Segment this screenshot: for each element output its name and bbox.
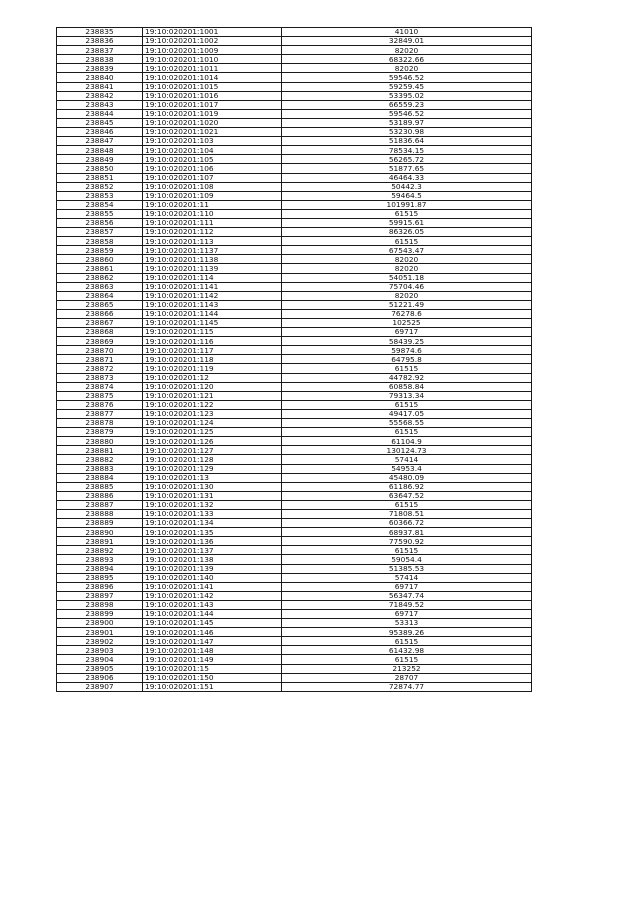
- cadastral-number-cell: 19:10:020201:106: [143, 164, 282, 173]
- amount-cell: 77590.92: [282, 537, 532, 546]
- amount-cell: 61515: [282, 400, 532, 409]
- amount-cell: 60366.72: [282, 519, 532, 528]
- row-number-cell: 238897: [57, 591, 143, 600]
- row-number-cell: 238872: [57, 364, 143, 373]
- table-row: [57, 419, 532, 428]
- row-number-cell: 238845: [57, 118, 143, 127]
- row-number-cell: 238870: [57, 346, 143, 355]
- amount-cell: 49417.05: [282, 409, 532, 418]
- row-number-cell: 238900: [57, 619, 143, 628]
- table-row: [57, 64, 532, 73]
- table-row: [57, 537, 532, 546]
- table-row: [57, 255, 532, 264]
- amount-cell: 130124.73: [282, 446, 532, 455]
- amount-cell: 57414: [282, 573, 532, 582]
- amount-cell: 61515: [282, 209, 532, 218]
- amount-cell: 68937.81: [282, 528, 532, 537]
- amount-cell: 51385.53: [282, 564, 532, 573]
- amount-cell: 59874.6: [282, 346, 532, 355]
- amount-cell: 51877.65: [282, 164, 532, 173]
- cadastral-number-cell: 19:10:020201:1015: [143, 82, 282, 91]
- amount-cell: 53313: [282, 619, 532, 628]
- cadastral-number-cell: 19:10:020201:1142: [143, 291, 282, 300]
- cadastral-number-cell: 19:10:020201:130: [143, 482, 282, 491]
- amount-cell: 53230.98: [282, 128, 532, 137]
- amount-cell: 102525: [282, 319, 532, 328]
- cadastral-number-cell: 19:10:020201:104: [143, 146, 282, 155]
- row-number-cell: 238847: [57, 137, 143, 146]
- cadastral-number-cell: 19:10:020201:108: [143, 182, 282, 191]
- cadastral-number-cell: 19:10:020201:15: [143, 664, 282, 673]
- cadastral-number-cell: 19:10:020201:142: [143, 591, 282, 600]
- amount-cell: 61515: [282, 637, 532, 646]
- table-row: [57, 328, 532, 337]
- amount-cell: 60858.84: [282, 382, 532, 391]
- amount-cell: 28707: [282, 673, 532, 682]
- cadastral-number-cell: 19:10:020201:112: [143, 228, 282, 237]
- cadastral-number-cell: 19:10:020201:115: [143, 328, 282, 337]
- table-row: [57, 246, 532, 255]
- amount-cell: 54953.4: [282, 464, 532, 473]
- amount-cell: 55568.55: [282, 419, 532, 428]
- cadastral-number-cell: 19:10:020201:140: [143, 573, 282, 582]
- table-row: [57, 546, 532, 555]
- amount-cell: 56347.74: [282, 591, 532, 600]
- amount-cell: 61515: [282, 428, 532, 437]
- row-number-cell: 238876: [57, 400, 143, 409]
- row-number-cell: 238907: [57, 682, 143, 691]
- amount-cell: 64795.8: [282, 355, 532, 364]
- table-row: [57, 273, 532, 282]
- row-number-cell: 238906: [57, 673, 143, 682]
- row-number-cell: 238862: [57, 273, 143, 282]
- row-number-cell: 238895: [57, 573, 143, 582]
- cadastral-number-cell: 19:10:020201:1021: [143, 128, 282, 137]
- row-number-cell: 238863: [57, 282, 143, 291]
- amount-cell: 79313.34: [282, 391, 532, 400]
- cadastral-number-cell: 19:10:020201:111: [143, 218, 282, 227]
- amount-cell: 76278.6: [282, 309, 532, 318]
- row-number-cell: 238904: [57, 655, 143, 664]
- amount-cell: 78534.15: [282, 146, 532, 155]
- cadastral-number-cell: 19:10:020201:12: [143, 373, 282, 382]
- row-number-cell: 238888: [57, 509, 143, 518]
- row-number-cell: 238903: [57, 646, 143, 655]
- cadastral-number-cell: 19:10:020201:146: [143, 628, 282, 637]
- table-row: [57, 437, 532, 446]
- amount-cell: 86326.05: [282, 228, 532, 237]
- row-number-cell: 238892: [57, 546, 143, 555]
- table-row: [57, 146, 532, 155]
- table-row: [57, 82, 532, 91]
- row-number-cell: 238869: [57, 337, 143, 346]
- table-row: [57, 237, 532, 246]
- table-row: [57, 473, 532, 482]
- cadastral-number-cell: 19:10:020201:131: [143, 491, 282, 500]
- cadastral-number-cell: 19:10:020201:118: [143, 355, 282, 364]
- cadastral-number-cell: 19:10:020201:135: [143, 528, 282, 537]
- cadastral-number-cell: 19:10:020201:149: [143, 655, 282, 664]
- row-number-cell: 238902: [57, 637, 143, 646]
- table-row: [57, 118, 532, 127]
- row-number-cell: 238881: [57, 446, 143, 455]
- cadastral-number-cell: 19:10:020201:1020: [143, 118, 282, 127]
- table-row: [57, 37, 532, 46]
- table-row: [57, 300, 532, 309]
- row-number-cell: 238861: [57, 264, 143, 273]
- amount-cell: 82020: [282, 46, 532, 55]
- amount-cell: 44782.92: [282, 373, 532, 382]
- amount-cell: 57414: [282, 455, 532, 464]
- row-number-cell: 238905: [57, 664, 143, 673]
- row-number-cell: 238873: [57, 373, 143, 382]
- row-number-cell: 238851: [57, 173, 143, 182]
- cadastral-number-cell: 19:10:020201:121: [143, 391, 282, 400]
- cadastral-number-cell: 19:10:020201:143: [143, 600, 282, 609]
- cadastral-number-cell: 19:10:020201:151: [143, 682, 282, 691]
- table-row: [57, 382, 532, 391]
- cadastral-number-cell: 19:10:020201:141: [143, 582, 282, 591]
- cadastral-number-cell: 19:10:020201:113: [143, 237, 282, 246]
- row-number-cell: 238855: [57, 209, 143, 218]
- amount-cell: 66559.23: [282, 100, 532, 109]
- cadastral-number-cell: 19:10:020201:147: [143, 637, 282, 646]
- cadastral-number-cell: 19:10:020201:137: [143, 546, 282, 555]
- amount-cell: 101991.87: [282, 200, 532, 209]
- row-number-cell: 238893: [57, 555, 143, 564]
- table-row: [57, 73, 532, 82]
- table-row: [57, 409, 532, 418]
- row-number-cell: 238880: [57, 437, 143, 446]
- row-number-cell: 238886: [57, 491, 143, 500]
- cadastral-number-cell: 19:10:020201:109: [143, 191, 282, 200]
- row-number-cell: 238859: [57, 246, 143, 255]
- table-row: [57, 182, 532, 191]
- amount-cell: 82020: [282, 291, 532, 300]
- cadastral-number-cell: 19:10:020201:138: [143, 555, 282, 564]
- row-number-cell: 238879: [57, 428, 143, 437]
- row-number-cell: 238891: [57, 537, 143, 546]
- table-row: [57, 610, 532, 619]
- row-number-cell: 238846: [57, 128, 143, 137]
- table-row: [57, 573, 532, 582]
- row-number-cell: 238877: [57, 409, 143, 418]
- amount-cell: 59546.52: [282, 73, 532, 82]
- row-number-cell: 238860: [57, 255, 143, 264]
- row-number-cell: 238841: [57, 82, 143, 91]
- amount-cell: 71849.52: [282, 600, 532, 609]
- cadastral-number-cell: 19:10:020201:126: [143, 437, 282, 446]
- table-row: [57, 264, 532, 273]
- table-row: [57, 555, 532, 564]
- table-row: [57, 291, 532, 300]
- amount-cell: 53395.02: [282, 91, 532, 100]
- row-number-cell: 238884: [57, 473, 143, 482]
- amount-cell: 50442.3: [282, 182, 532, 191]
- row-number-cell: 238899: [57, 610, 143, 619]
- row-number-cell: 238837: [57, 46, 143, 55]
- row-number-cell: 238885: [57, 482, 143, 491]
- row-number-cell: 238865: [57, 300, 143, 309]
- amount-cell: 82020: [282, 264, 532, 273]
- cadastral-number-cell: 19:10:020201:105: [143, 155, 282, 164]
- row-number-cell: 238866: [57, 309, 143, 318]
- table-row: [57, 637, 532, 646]
- row-number-cell: 238856: [57, 218, 143, 227]
- cadastral-number-cell: 19:10:020201:1137: [143, 246, 282, 255]
- row-number-cell: 238848: [57, 146, 143, 155]
- row-number-cell: 238854: [57, 200, 143, 209]
- row-number-cell: 238842: [57, 91, 143, 100]
- cadastral-number-cell: 19:10:020201:136: [143, 537, 282, 546]
- table-row: [57, 491, 532, 500]
- table-row: [57, 46, 532, 55]
- cadastral-number-cell: 19:10:020201:1138: [143, 255, 282, 264]
- table-row: [57, 391, 532, 400]
- row-number-cell: 238898: [57, 600, 143, 609]
- amount-cell: 82020: [282, 255, 532, 264]
- row-number-cell: 238850: [57, 164, 143, 173]
- cadastral-number-cell: 19:10:020201:1016: [143, 91, 282, 100]
- table-row: [57, 100, 532, 109]
- table-row: [57, 309, 532, 318]
- table-row: [57, 319, 532, 328]
- cadastral-number-cell: 19:10:020201:119: [143, 364, 282, 373]
- row-number-cell: 238852: [57, 182, 143, 191]
- amount-cell: 59546.52: [282, 109, 532, 118]
- amount-cell: 72874.77: [282, 682, 532, 691]
- table-row: [57, 364, 532, 373]
- cadastral-number-cell: 19:10:020201:1011: [143, 64, 282, 73]
- row-number-cell: 238901: [57, 628, 143, 637]
- table-row: [57, 528, 532, 537]
- row-number-cell: 238836: [57, 37, 143, 46]
- row-number-cell: 238857: [57, 228, 143, 237]
- amount-cell: 82020: [282, 64, 532, 73]
- table-row: [57, 173, 532, 182]
- amount-cell: 61186.92: [282, 482, 532, 491]
- table-row: [57, 55, 532, 64]
- cadastral-number-cell: 19:10:020201:1009: [143, 46, 282, 55]
- table-row: [57, 228, 532, 237]
- amount-cell: 61515: [282, 655, 532, 664]
- cadastral-number-cell: 19:10:020201:114: [143, 273, 282, 282]
- cadastral-number-cell: 19:10:020201:1010: [143, 55, 282, 64]
- amount-cell: 75704.46: [282, 282, 532, 291]
- cadastral-number-cell: 19:10:020201:132: [143, 500, 282, 509]
- table-row: [57, 682, 532, 691]
- amount-cell: 69717: [282, 610, 532, 619]
- cadastral-number-cell: 19:10:020201:125: [143, 428, 282, 437]
- row-number-cell: 238894: [57, 564, 143, 573]
- cadastral-number-cell: 19:10:020201:150: [143, 673, 282, 682]
- table-row: [57, 564, 532, 573]
- table-row: [57, 482, 532, 491]
- table-row: [57, 191, 532, 200]
- amount-cell: 69717: [282, 328, 532, 337]
- row-number-cell: 238890: [57, 528, 143, 537]
- amount-cell: 69717: [282, 582, 532, 591]
- row-number-cell: 238878: [57, 419, 143, 428]
- cadastral-number-cell: 19:10:020201:148: [143, 646, 282, 655]
- table-row: [57, 673, 532, 682]
- table-row: [57, 164, 532, 173]
- table-row: [57, 282, 532, 291]
- row-number-cell: 238838: [57, 55, 143, 64]
- table-row: [57, 128, 532, 137]
- row-number-cell: 238864: [57, 291, 143, 300]
- table-row: [57, 509, 532, 518]
- data-table: [56, 27, 532, 692]
- row-number-cell: 238882: [57, 455, 143, 464]
- amount-cell: 59259.45: [282, 82, 532, 91]
- cadastral-number-cell: 19:10:020201:1139: [143, 264, 282, 273]
- cadastral-number-cell: 19:10:020201:110: [143, 209, 282, 218]
- cadastral-number-cell: 19:10:020201:107: [143, 173, 282, 182]
- cadastral-number-cell: 19:10:020201:123: [143, 409, 282, 418]
- amount-cell: 45480.09: [282, 473, 532, 482]
- amount-cell: 63647.52: [282, 491, 532, 500]
- cadastral-number-cell: 19:10:020201:133: [143, 509, 282, 518]
- table-row: [57, 591, 532, 600]
- table-row: [57, 664, 532, 673]
- cadastral-number-cell: 19:10:020201:139: [143, 564, 282, 573]
- table-row: [57, 519, 532, 528]
- cadastral-number-cell: 19:10:020201:1145: [143, 319, 282, 328]
- cadastral-number-cell: 19:10:020201:128: [143, 455, 282, 464]
- table-row: [57, 428, 532, 437]
- amount-cell: 61515: [282, 364, 532, 373]
- amount-cell: 213252: [282, 664, 532, 673]
- row-number-cell: 238844: [57, 109, 143, 118]
- table-row: [57, 628, 532, 637]
- row-number-cell: 238853: [57, 191, 143, 200]
- cadastral-number-cell: 19:10:020201:127: [143, 446, 282, 455]
- table-row: [57, 373, 532, 382]
- amount-cell: 56265.72: [282, 155, 532, 164]
- cadastral-number-cell: 19:10:020201:145: [143, 619, 282, 628]
- table-row: [57, 200, 532, 209]
- row-number-cell: 238840: [57, 73, 143, 82]
- row-number-cell: 238883: [57, 464, 143, 473]
- row-number-cell: 238875: [57, 391, 143, 400]
- row-number-cell: 238849: [57, 155, 143, 164]
- table-row: [57, 155, 532, 164]
- cadastral-number-cell: 19:10:020201:1002: [143, 37, 282, 46]
- cadastral-number-cell: 19:10:020201:1144: [143, 309, 282, 318]
- row-number-cell: 238868: [57, 328, 143, 337]
- table-row: [57, 137, 532, 146]
- row-number-cell: 238887: [57, 500, 143, 509]
- row-number-cell: 238867: [57, 319, 143, 328]
- table-row: [57, 600, 532, 609]
- table-row: [57, 400, 532, 409]
- amount-cell: 71808.51: [282, 509, 532, 518]
- amount-cell: 59054.4: [282, 555, 532, 564]
- table-row: [57, 655, 532, 664]
- cadastral-number-cell: 19:10:020201:1143: [143, 300, 282, 309]
- cadastral-number-cell: 19:10:020201:1141: [143, 282, 282, 291]
- cadastral-number-cell: 19:10:020201:124: [143, 419, 282, 428]
- cadastral-number-cell: 19:10:020201:1001: [143, 28, 282, 37]
- amount-cell: 51836.64: [282, 137, 532, 146]
- amount-cell: 51221.49: [282, 300, 532, 309]
- amount-cell: 59915.61: [282, 218, 532, 227]
- table-row: [57, 446, 532, 455]
- amount-cell: 53189.97: [282, 118, 532, 127]
- table-row: [57, 337, 532, 346]
- table-row: [57, 28, 532, 37]
- cadastral-number-cell: 19:10:020201:1014: [143, 73, 282, 82]
- cadastral-number-cell: 19:10:020201:11: [143, 200, 282, 209]
- cadastral-number-cell: 19:10:020201:122: [143, 400, 282, 409]
- row-number-cell: 238874: [57, 382, 143, 391]
- cadastral-number-cell: 19:10:020201:134: [143, 519, 282, 528]
- amount-cell: 58439.25: [282, 337, 532, 346]
- row-number-cell: 238896: [57, 582, 143, 591]
- table-body: [57, 28, 532, 692]
- table-row: [57, 582, 532, 591]
- row-number-cell: 238858: [57, 237, 143, 246]
- amount-cell: 32849.01: [282, 37, 532, 46]
- table-row: [57, 209, 532, 218]
- table-row: [57, 500, 532, 509]
- cadastral-number-cell: 19:10:020201:103: [143, 137, 282, 146]
- cadastral-number-cell: 19:10:020201:1017: [143, 100, 282, 109]
- amount-cell: 61432.98: [282, 646, 532, 655]
- amount-cell: 61104.9: [282, 437, 532, 446]
- row-number-cell: 238889: [57, 519, 143, 528]
- amount-cell: 95389.26: [282, 628, 532, 637]
- table-row: [57, 346, 532, 355]
- cadastral-number-cell: 19:10:020201:120: [143, 382, 282, 391]
- amount-cell: 59464.5: [282, 191, 532, 200]
- table-row: [57, 455, 532, 464]
- amount-cell: 46464.33: [282, 173, 532, 182]
- cadastral-number-cell: 19:10:020201:13: [143, 473, 282, 482]
- table-row: [57, 355, 532, 364]
- cadastral-number-cell: 19:10:020201:117: [143, 346, 282, 355]
- row-number-cell: 238843: [57, 100, 143, 109]
- row-number-cell: 238839: [57, 64, 143, 73]
- table-row: [57, 109, 532, 118]
- row-number-cell: 238835: [57, 28, 143, 37]
- table-row: [57, 619, 532, 628]
- amount-cell: 61515: [282, 500, 532, 509]
- table-row: [57, 91, 532, 100]
- table-row: [57, 218, 532, 227]
- table-row: [57, 646, 532, 655]
- amount-cell: 41010: [282, 28, 532, 37]
- cadastral-number-cell: 19:10:020201:1019: [143, 109, 282, 118]
- amount-cell: 67543.47: [282, 246, 532, 255]
- cadastral-number-cell: 19:10:020201:144: [143, 610, 282, 619]
- table-row: [57, 464, 532, 473]
- amount-cell: 61515: [282, 546, 532, 555]
- cadastral-number-cell: 19:10:020201:116: [143, 337, 282, 346]
- amount-cell: 61515: [282, 237, 532, 246]
- amount-cell: 68322.66: [282, 55, 532, 64]
- cadastral-number-cell: 19:10:020201:129: [143, 464, 282, 473]
- row-number-cell: 238871: [57, 355, 143, 364]
- amount-cell: 54051.18: [282, 273, 532, 282]
